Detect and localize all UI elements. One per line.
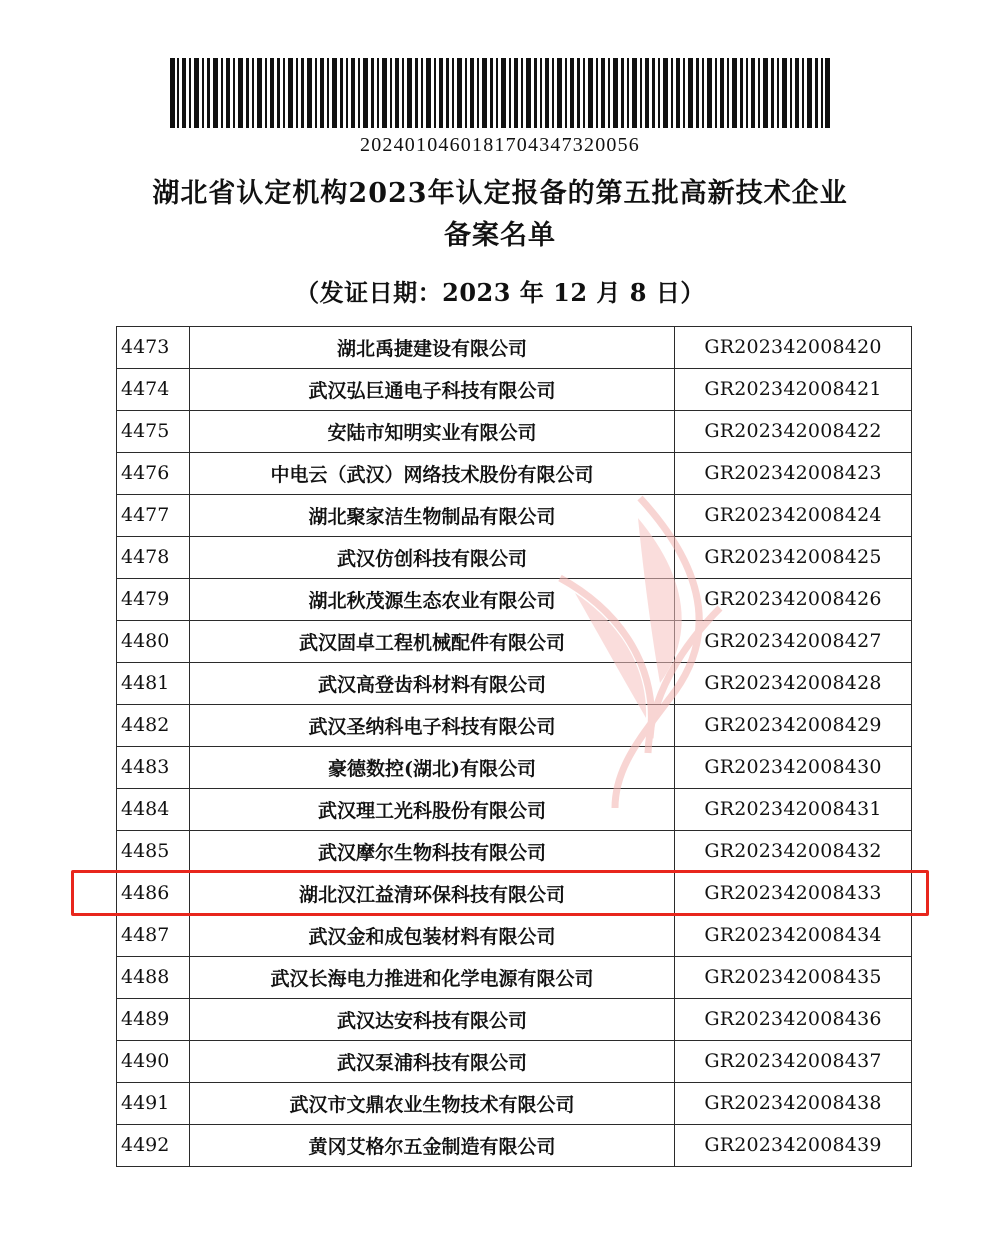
row-company-name: 武汉弘巨通电子科技有限公司 [190, 368, 675, 410]
row-certificate-code: GR202342008436 [675, 998, 912, 1040]
company-table [116, 326, 912, 1167]
table-row [117, 1124, 912, 1166]
row-index: 4477 [117, 494, 190, 536]
table-row [117, 368, 912, 410]
row-certificate-code: GR202342008438 [675, 1082, 912, 1124]
table-row [117, 536, 912, 578]
row-company-name: 湖北禹捷建设有限公司 [190, 326, 675, 368]
row-index: 4479 [117, 578, 190, 620]
page-title [0, 173, 1000, 257]
company-table-wrap [116, 326, 884, 1167]
row-certificate-code: GR202342008429 [675, 704, 912, 746]
row-certificate-code: GR202342008430 [675, 746, 912, 788]
row-company-name: 湖北聚家洁生物制品有限公司 [190, 494, 675, 536]
table-row [117, 1082, 912, 1124]
table-row [117, 452, 912, 494]
table-row [117, 620, 912, 662]
table-row [117, 746, 912, 788]
table-row [117, 788, 912, 830]
row-certificate-code: GR202342008439 [675, 1124, 912, 1166]
row-index: 4489 [117, 998, 190, 1040]
row-company-name: 湖北汉江益清环保科技有限公司 [190, 872, 675, 914]
row-company-name: 豪德数控(湖北)有限公司 [190, 746, 675, 788]
row-certificate-code: GR202342008426 [675, 578, 912, 620]
table-row [117, 662, 912, 704]
row-index: 4492 [117, 1124, 190, 1166]
row-certificate-code: GR202342008428 [675, 662, 912, 704]
row-company-name: 武汉固卓工程机械配件有限公司 [190, 620, 675, 662]
row-index: 4486 [117, 872, 190, 914]
table-row [117, 998, 912, 1040]
row-certificate-code: GR202342008431 [675, 788, 912, 830]
row-company-name: 武汉长海电力推进和化学电源有限公司 [190, 956, 675, 998]
row-index: 4490 [117, 1040, 190, 1082]
row-index: 4476 [117, 452, 190, 494]
row-index: 4488 [117, 956, 190, 998]
row-company-name: 中电云（武汉）网络技术股份有限公司 [190, 452, 675, 494]
row-company-name: 武汉圣纳科电子科技有限公司 [190, 704, 675, 746]
row-company-name: 武汉高登齿科材料有限公司 [190, 662, 675, 704]
table-row [117, 494, 912, 536]
issue-date-subtitle: （发证日期：2023 年 12 月 8 日） [295, 277, 705, 307]
barcode-number: 2024010460181704347320056 [360, 134, 640, 156]
row-certificate-code: GR202342008421 [675, 368, 912, 410]
document-page [0, 58, 1000, 1237]
page-title-line2: 备案名单 [444, 219, 556, 251]
table-row [117, 830, 912, 872]
table-row [117, 1040, 912, 1082]
table-row [117, 326, 912, 368]
table-row [117, 914, 912, 956]
row-company-name: 武汉市文鼎农业生物技术有限公司 [190, 1082, 675, 1124]
row-index: 4478 [117, 536, 190, 578]
row-index: 4484 [117, 788, 190, 830]
table-row [117, 578, 912, 620]
row-certificate-code: GR202342008434 [675, 914, 912, 956]
table-row-highlighted [117, 872, 912, 914]
row-index: 4485 [117, 830, 190, 872]
row-certificate-code: GR202342008420 [675, 326, 912, 368]
row-company-name: 武汉达安科技有限公司 [190, 998, 675, 1040]
page-title-line1: 湖北省认定机构2023年认定报备的第五批高新技术企业 [152, 178, 848, 209]
row-certificate-code: GR202342008422 [675, 410, 912, 452]
row-index: 4482 [117, 704, 190, 746]
row-index: 4473 [117, 326, 190, 368]
row-index: 4475 [117, 410, 190, 452]
row-certificate-code: GR202342008433 [675, 872, 912, 914]
row-index: 4491 [117, 1082, 190, 1124]
row-certificate-code: GR202342008425 [675, 536, 912, 578]
row-index: 4483 [117, 746, 190, 788]
row-certificate-code: GR202342008423 [675, 452, 912, 494]
row-index: 4481 [117, 662, 190, 704]
row-certificate-code: GR202342008435 [675, 956, 912, 998]
row-company-name: 武汉摩尔生物科技有限公司 [190, 830, 675, 872]
row-company-name: 武汉仿创科技有限公司 [190, 536, 675, 578]
row-index: 4480 [117, 620, 190, 662]
row-certificate-code: GR202342008427 [675, 620, 912, 662]
row-certificate-code: GR202342008437 [675, 1040, 912, 1082]
table-row [117, 410, 912, 452]
row-certificate-code: GR202342008424 [675, 494, 912, 536]
row-company-name: 武汉泵浦科技有限公司 [190, 1040, 675, 1082]
row-company-name: 黄冈艾格尔五金制造有限公司 [190, 1124, 675, 1166]
table-row [117, 956, 912, 998]
row-company-name: 安陆市知明实业有限公司 [190, 410, 675, 452]
table-row [117, 704, 912, 746]
row-index: 4487 [117, 914, 190, 956]
row-company-name: 武汉理工光科股份有限公司 [190, 788, 675, 830]
barcode-image [170, 58, 830, 128]
company-table-body [117, 326, 912, 1166]
row-index: 4474 [117, 368, 190, 410]
row-certificate-code: GR202342008432 [675, 830, 912, 872]
row-company-name: 武汉金和成包装材料有限公司 [190, 914, 675, 956]
row-company-name: 湖北秋茂源生态农业有限公司 [190, 578, 675, 620]
barcode-block [170, 58, 830, 157]
